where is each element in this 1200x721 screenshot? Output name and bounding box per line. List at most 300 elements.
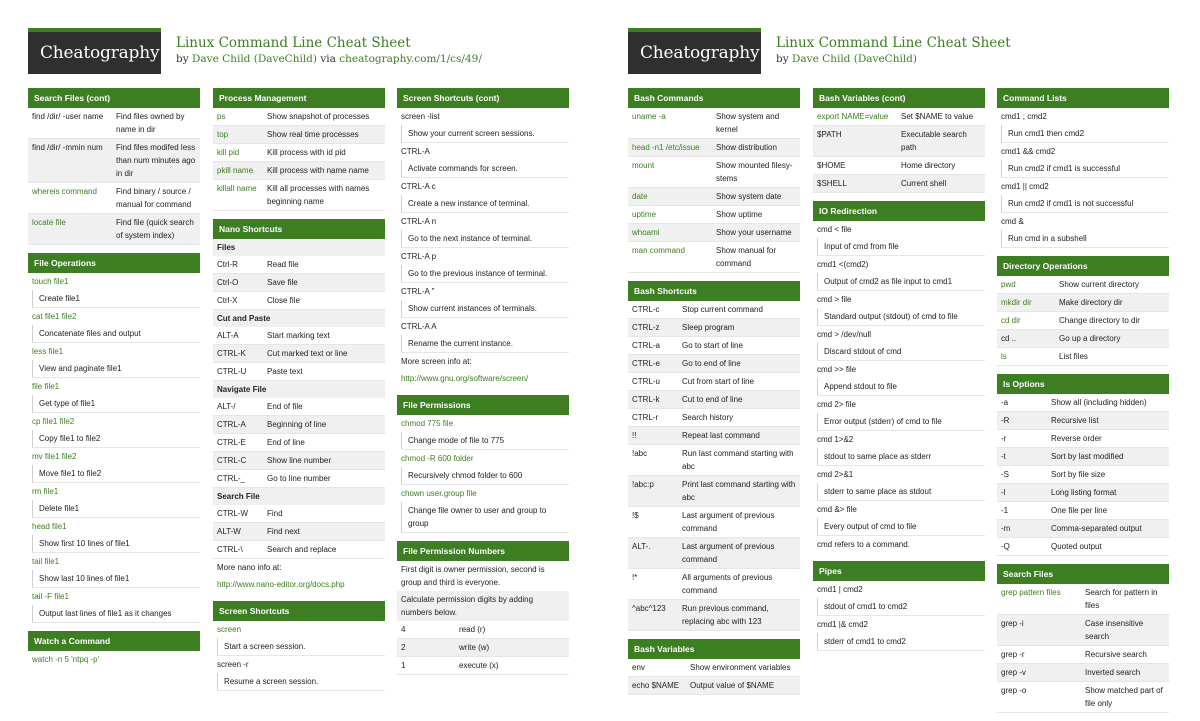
- row-key: Ctrl-O: [217, 278, 239, 287]
- row-value: Find: [267, 509, 283, 518]
- row-value: Run last command starting with abc: [682, 449, 794, 471]
- subsection-title: Files: [213, 239, 385, 256]
- row-value: Read file: [267, 260, 299, 269]
- row-key: ALT-.: [632, 542, 651, 551]
- row-value: Start marking text: [267, 331, 330, 340]
- author-link[interactable]: Dave Child (DaveChild): [192, 53, 317, 65]
- command-description: Copy file1 to file2: [32, 430, 200, 448]
- row-value: List files: [1059, 352, 1088, 361]
- byline-prefix: by: [176, 53, 192, 65]
- row-key: CTRL-W: [217, 509, 249, 518]
- row-value: Output value of $NAME: [690, 681, 775, 690]
- command-description: Resume a screen session.: [217, 673, 385, 691]
- command: head file1: [28, 518, 200, 535]
- command: cmd1 && cmd2: [997, 143, 1169, 160]
- row-key: cd dir: [1001, 316, 1021, 325]
- row-value: Show mounted filesy- stems: [716, 161, 793, 183]
- row-key: head -n1 /etc/issue: [632, 143, 700, 152]
- row-value: Recursive list: [1051, 416, 1099, 425]
- nano-docs-link[interactable]: http://www.nano-editor.org/docs.php: [217, 580, 345, 589]
- command-description: Get type of file1: [32, 395, 200, 413]
- command: CTRL-A ": [397, 283, 569, 300]
- section-title: Pipes: [813, 561, 985, 581]
- row-value: Sort by file size: [1051, 470, 1106, 479]
- row-key: export NAME=value: [817, 112, 889, 121]
- table-row: [813, 126, 985, 157]
- row-value: Search and replace: [267, 545, 337, 554]
- byline: [776, 53, 917, 65]
- row-key: -m: [1001, 524, 1011, 533]
- command: rm file1: [28, 483, 200, 500]
- row-key: CTRL-E: [217, 438, 246, 447]
- command-description: Output of cmd2 as file input to cmd1: [817, 273, 985, 291]
- row-key: pkill name: [217, 166, 254, 175]
- command-description: Activate commands for screen.: [401, 160, 569, 178]
- command-description: Run cmd2 if cmd1 is successful: [1001, 160, 1169, 178]
- table-row: [997, 584, 1169, 615]
- row-value: Find files modifed less than num minutes ago in dir: [116, 143, 196, 178]
- column-4: [628, 88, 800, 703]
- section-search-files-cont: [28, 88, 200, 245]
- sheet-title[interactable]: Linux Command Line Cheat Sheet: [176, 35, 411, 51]
- row-key: !!: [632, 431, 637, 440]
- row-value: read (r): [459, 625, 486, 634]
- table-row: [997, 520, 1169, 538]
- page-header: [28, 28, 588, 74]
- command-description: Input of cmd from file: [817, 238, 985, 256]
- row-key: uname -a: [632, 112, 666, 121]
- table-row: [628, 108, 800, 139]
- section-title: Command Lists: [997, 88, 1169, 108]
- command-description: stderr of cmd1 to cmd2: [817, 633, 985, 651]
- row-value: Show line number: [267, 456, 332, 465]
- section-nano-shortcuts: [213, 219, 385, 593]
- row-key: $SHELL: [817, 179, 847, 188]
- command: chmod 775 file: [397, 415, 569, 432]
- row-value: Sort by last modified: [1051, 452, 1124, 461]
- byline: [176, 53, 482, 65]
- command-description: Go to the previous instance of terminal.: [401, 265, 569, 283]
- command: CTRL-A: [397, 143, 569, 160]
- row-key: !abc:p: [632, 480, 654, 489]
- row-value: Set $NAME to value: [901, 112, 974, 121]
- section-file-permissions: [397, 395, 569, 533]
- row-value: Show your username: [716, 228, 792, 237]
- row-key: killall name: [217, 184, 257, 193]
- table-row: [213, 108, 385, 126]
- section-screen-shortcuts-cont: [397, 88, 569, 387]
- row-key: CTRL-_: [217, 474, 246, 483]
- row-value: Close file: [267, 296, 300, 305]
- section-pipes: [813, 561, 985, 651]
- command: cmd 2>&1: [813, 466, 985, 483]
- table-row: [628, 319, 800, 337]
- row-value: Show snapshot of processes: [267, 112, 370, 121]
- row-key: find /dir/ -user name: [32, 112, 104, 121]
- row-key: -r: [1001, 434, 1007, 443]
- row-value: Show uptime: [716, 210, 763, 219]
- cheatsheet-page-1: [0, 0, 600, 686]
- row-value: Show system date: [716, 192, 782, 201]
- row-value: Search history: [682, 413, 734, 422]
- table-row: [628, 659, 800, 677]
- row-key: kill pid: [217, 148, 240, 157]
- command: chmod -R 600 folder: [397, 450, 569, 467]
- command: cmd1 ; cmd2: [997, 108, 1169, 125]
- row-value: write (w): [459, 643, 490, 652]
- row-key: CTRL-e: [632, 359, 661, 368]
- table-row: [997, 466, 1169, 484]
- command-description: Every output of cmd to file: [817, 518, 985, 536]
- section-title: Screen Shortcuts (cont): [397, 88, 569, 108]
- table-row: [813, 157, 985, 175]
- section-title: Bash Variables: [628, 639, 800, 659]
- row-value: Run previous command, replacing abc with 123: [682, 604, 769, 626]
- row-value: Show environment variables: [690, 663, 791, 672]
- row-key: grep -v: [1001, 668, 1026, 677]
- row-key: whereis command: [32, 187, 97, 196]
- command: cmd1 | cmd2: [813, 581, 985, 598]
- section-search-files: [997, 564, 1169, 713]
- gnu-screen-link[interactable]: http://www.gnu.org/software/screen/: [401, 374, 529, 383]
- table-row: [213, 256, 385, 274]
- table-row: [28, 183, 200, 214]
- row-key: 1: [401, 661, 406, 670]
- row-key: Ctrl-R: [217, 260, 238, 269]
- row-value: Show manual for command: [716, 246, 777, 268]
- table-row: [813, 175, 985, 193]
- section-directory-operations: [997, 256, 1169, 366]
- command-description: stdout to same place as stderr: [817, 448, 985, 466]
- row-key: $HOME: [817, 161, 846, 170]
- row-value: Current shell: [901, 179, 947, 188]
- row-key: echo $NAME: [632, 681, 680, 690]
- table-row: [997, 484, 1169, 502]
- row-value: Go up a directory: [1059, 334, 1121, 343]
- command-description: Create file1: [32, 290, 200, 308]
- table-row: [997, 330, 1169, 348]
- command: CTRL-A p: [397, 248, 569, 265]
- table-row: [628, 391, 800, 409]
- row-value: Kill all processes with names beginning name: [267, 184, 370, 206]
- command: tail file1: [28, 553, 200, 570]
- row-key: !*: [632, 573, 638, 582]
- row-key: ALT-W: [217, 527, 241, 536]
- row-value: Show matched part of file only: [1085, 686, 1163, 708]
- row-key: ps: [217, 112, 226, 121]
- row-value: Change directory to dir: [1059, 316, 1140, 325]
- command-description: Go to the next instance of terminal.: [401, 230, 569, 248]
- subsection-title: Navigate File: [213, 381, 385, 398]
- row-value: All arguments of previous command: [682, 573, 773, 595]
- command: touch file1: [28, 273, 200, 290]
- section-title: Watch a Command: [28, 631, 200, 651]
- row-key: CTRL-U: [217, 367, 247, 376]
- row-key: locate file: [32, 218, 66, 227]
- command: cmd1 || cmd2: [997, 178, 1169, 195]
- row-key: grep -i: [1001, 619, 1024, 628]
- cheatography-logo[interactable]: [628, 28, 761, 74]
- row-value: execute (x): [459, 661, 499, 670]
- table-row: [213, 274, 385, 292]
- section-title: Process Management: [213, 88, 385, 108]
- table-row: [628, 476, 800, 507]
- row-key: CTRL-c: [632, 305, 660, 314]
- row-key: CTRL-K: [217, 349, 246, 358]
- table-row: [213, 363, 385, 381]
- row-value: Last argument of previous command: [682, 511, 775, 533]
- section-bash-shortcuts: [628, 281, 800, 631]
- command-description: Error output (stderr) of cmd to file: [817, 413, 985, 431]
- section-title: Search Files (cont): [28, 88, 200, 108]
- table-row: [213, 416, 385, 434]
- section-file-operations: [28, 253, 200, 623]
- command-description: Show current instances of terminals.: [401, 300, 569, 318]
- command-description: Start a screen session.: [217, 638, 385, 656]
- command: cmd > /dev/null: [813, 326, 985, 343]
- table-row: [628, 301, 800, 319]
- section-title: Directory Operations: [997, 256, 1169, 276]
- row-key: grep pattern files: [1001, 588, 1061, 597]
- row-key: -a: [1001, 398, 1009, 407]
- command: screen -r: [213, 656, 385, 673]
- row-value: Show distribution: [716, 143, 777, 152]
- section-title: Screen Shortcuts: [213, 601, 385, 621]
- command-description: Show last 10 lines of file1: [32, 570, 200, 588]
- table-row: [397, 657, 569, 675]
- row-value: Find file (quick search of system index): [116, 218, 194, 240]
- table-row: [628, 427, 800, 445]
- column-2: [213, 88, 385, 699]
- sheet-url-link[interactable]: cheatography.com/1/cs/49/: [339, 53, 482, 65]
- command-description: Output last lines of file1 as it changes: [32, 605, 200, 623]
- logo-text: Cheatography: [40, 43, 160, 63]
- table-row: [997, 615, 1169, 646]
- table-row: [997, 502, 1169, 520]
- row-key: CTRL-C: [217, 456, 247, 465]
- command-description: Discard stdout of cmd: [817, 343, 985, 361]
- column-1: [28, 88, 200, 676]
- explanation-text: First digit is owner permission, second is group and third is everyone.: [401, 565, 545, 587]
- command-description: Concatenate files and output: [32, 325, 200, 343]
- column-6: [997, 88, 1169, 721]
- row-value: Kill process with name name: [267, 166, 369, 175]
- row-key: CTRL-k: [632, 395, 660, 404]
- row-value: Kill process with id pid: [267, 148, 346, 157]
- row-value: Show all (including hidden): [1051, 398, 1147, 407]
- row-value: Print last command starting with abc: [682, 480, 796, 502]
- table-row: [997, 412, 1169, 430]
- command-description: Rename the current instance.: [401, 335, 569, 353]
- table-row: [213, 523, 385, 541]
- row-key: -t: [1001, 452, 1006, 461]
- row-key: uptime: [632, 210, 657, 219]
- section-title: File Operations: [28, 253, 200, 273]
- section-title: ls Options: [997, 374, 1169, 394]
- row-key: pwd: [1001, 280, 1016, 289]
- command-description: Change mode of file to 775: [401, 432, 569, 450]
- row-key: grep -r: [1001, 650, 1025, 659]
- command-description: Run cmd in a subshell: [1001, 230, 1169, 248]
- command: cmd &: [997, 213, 1169, 230]
- section-command-lists: [997, 88, 1169, 248]
- row-value: Show current directory: [1059, 280, 1140, 289]
- row-key: ALT-/: [217, 402, 236, 411]
- table-row: [997, 430, 1169, 448]
- sheet-title[interactable]: Linux Command Line Cheat Sheet: [776, 35, 1011, 51]
- row-key: whoami: [632, 228, 660, 237]
- table-row: [997, 294, 1169, 312]
- command-description: Show your current screen sessions.: [401, 125, 569, 143]
- row-key: man command: [632, 246, 685, 255]
- command-description: Run cmd1 then cmd2: [1001, 125, 1169, 143]
- command-description: Change file owner to user and group to group: [401, 502, 569, 533]
- section-bash-commands: [628, 88, 800, 273]
- command: tail -F file1: [28, 588, 200, 605]
- table-row: [213, 162, 385, 180]
- row-key: CTRL-u: [632, 377, 661, 386]
- row-value: Last argument of previous command: [682, 542, 775, 564]
- row-value: Reverse order: [1051, 434, 1102, 443]
- table-row: [628, 569, 800, 600]
- row-value: Recursive search: [1085, 650, 1147, 659]
- table-row: [397, 621, 569, 639]
- section-title: Bash Commands: [628, 88, 800, 108]
- table-row: [628, 355, 800, 373]
- table-row: [28, 108, 200, 139]
- row-key: !abc: [632, 449, 648, 458]
- logo-text: Cheatography: [640, 43, 760, 63]
- command: cmd1 <(cmd2): [813, 256, 985, 273]
- row-value: Go to end of line: [682, 359, 741, 368]
- command-description: Move file1 to file2: [32, 465, 200, 483]
- table-row: [628, 600, 800, 631]
- row-key: CTRL-r: [632, 413, 659, 422]
- table-row: [628, 507, 800, 538]
- row-value: Long listing format: [1051, 488, 1117, 497]
- section-bash-variables: [628, 639, 800, 695]
- row-value: Find binary / source / manual for command: [116, 187, 192, 209]
- table-row: [997, 646, 1169, 664]
- table-row: [997, 538, 1169, 556]
- command: screen -list: [397, 108, 569, 125]
- row-value: Executable search path: [901, 130, 967, 152]
- table-row: [213, 434, 385, 452]
- section-title: File Permissions: [397, 395, 569, 415]
- command: screen: [213, 621, 385, 638]
- more-info-text: More screen info at:: [401, 357, 472, 366]
- section-title: File Permission Numbers: [397, 541, 569, 561]
- section-title: Bash Variables (cont): [813, 88, 985, 108]
- row-value: Show system and kernel: [716, 112, 780, 134]
- table-row: [628, 337, 800, 355]
- table-row: [628, 409, 800, 427]
- row-value: Sleep program: [682, 323, 735, 332]
- section-bash-variables-cont: [813, 88, 985, 193]
- author-link[interactable]: Dave Child (DaveChild): [792, 53, 917, 65]
- row-value: Repeat last command: [682, 431, 760, 440]
- section-title: Search Files: [997, 564, 1169, 584]
- section-file-permission-numbers: [397, 541, 569, 675]
- table-row: [213, 398, 385, 416]
- row-key: CTRL-z: [632, 323, 660, 332]
- table-row: [628, 242, 800, 273]
- table-row: [213, 292, 385, 310]
- row-value: Go to start of line: [682, 341, 743, 350]
- row-key: find /dir/ -mmin num: [32, 143, 103, 152]
- table-row: [997, 664, 1169, 682]
- table-row: [628, 139, 800, 157]
- row-value: Find next: [267, 527, 300, 536]
- row-key: Ctrl-X: [217, 296, 238, 305]
- table-row: [213, 452, 385, 470]
- table-row: [997, 276, 1169, 294]
- command-description: View and paginate file1: [32, 360, 200, 378]
- command: cmd < file: [813, 221, 985, 238]
- row-value: End of file: [267, 402, 303, 411]
- row-key: -R: [1001, 416, 1010, 425]
- row-key: mount: [632, 161, 655, 170]
- note-text: cmd refers to a command.: [817, 540, 910, 549]
- table-row: [213, 327, 385, 345]
- command-description: Run cmd2 if cmd1 is not successful: [1001, 195, 1169, 213]
- row-value: Cut from start of line: [682, 377, 755, 386]
- row-value: Case insensitive search: [1085, 619, 1144, 641]
- row-value: Quoted output: [1051, 542, 1102, 551]
- row-value: Save file: [267, 278, 298, 287]
- row-value: Go to line number: [267, 474, 331, 483]
- command: CTRL-A n: [397, 213, 569, 230]
- row-key: -Q: [1001, 542, 1010, 551]
- command-description: Show first 10 lines of file1: [32, 535, 200, 553]
- section-process-management: [213, 88, 385, 211]
- command: CTRL-A A: [397, 318, 569, 335]
- table-row: [628, 188, 800, 206]
- row-value: Cut to end of line: [682, 395, 743, 404]
- row-key: !$: [632, 511, 639, 520]
- command: cmd 2> file: [813, 396, 985, 413]
- row-key: -l: [1001, 488, 1006, 497]
- table-row: [997, 682, 1169, 713]
- byline-prefix: by: [776, 53, 792, 65]
- command: CTRL-A c: [397, 178, 569, 195]
- command-description: stderr to same place as stdout: [817, 483, 985, 501]
- command: cmd 1>&2: [813, 431, 985, 448]
- command-description: Delete file1: [32, 500, 200, 518]
- table-row: [628, 373, 800, 391]
- table-row: [28, 214, 200, 245]
- row-value: Comma-separated output: [1051, 524, 1142, 533]
- table-row: [213, 180, 385, 211]
- explanation-text: Calculate permission digits by adding numbers below.: [397, 591, 569, 621]
- table-row: [397, 639, 569, 657]
- row-key: ^abc^123: [632, 604, 666, 613]
- row-key: grep -o: [1001, 686, 1027, 695]
- cheatography-logo[interactable]: [28, 28, 161, 74]
- row-key: 2: [401, 643, 406, 652]
- row-key: mkdir dir: [1001, 298, 1032, 307]
- row-value: Home directory: [901, 161, 956, 170]
- row-key: env: [632, 663, 645, 672]
- command: file file1: [28, 378, 200, 395]
- row-value: Show real time processes: [267, 130, 359, 139]
- table-row: [213, 470, 385, 488]
- table-row: [213, 126, 385, 144]
- command: cp file1 file2: [28, 413, 200, 430]
- row-value: Cut marked text or line: [267, 349, 348, 358]
- table-row: [628, 157, 800, 188]
- row-key: cd ..: [1001, 334, 1017, 343]
